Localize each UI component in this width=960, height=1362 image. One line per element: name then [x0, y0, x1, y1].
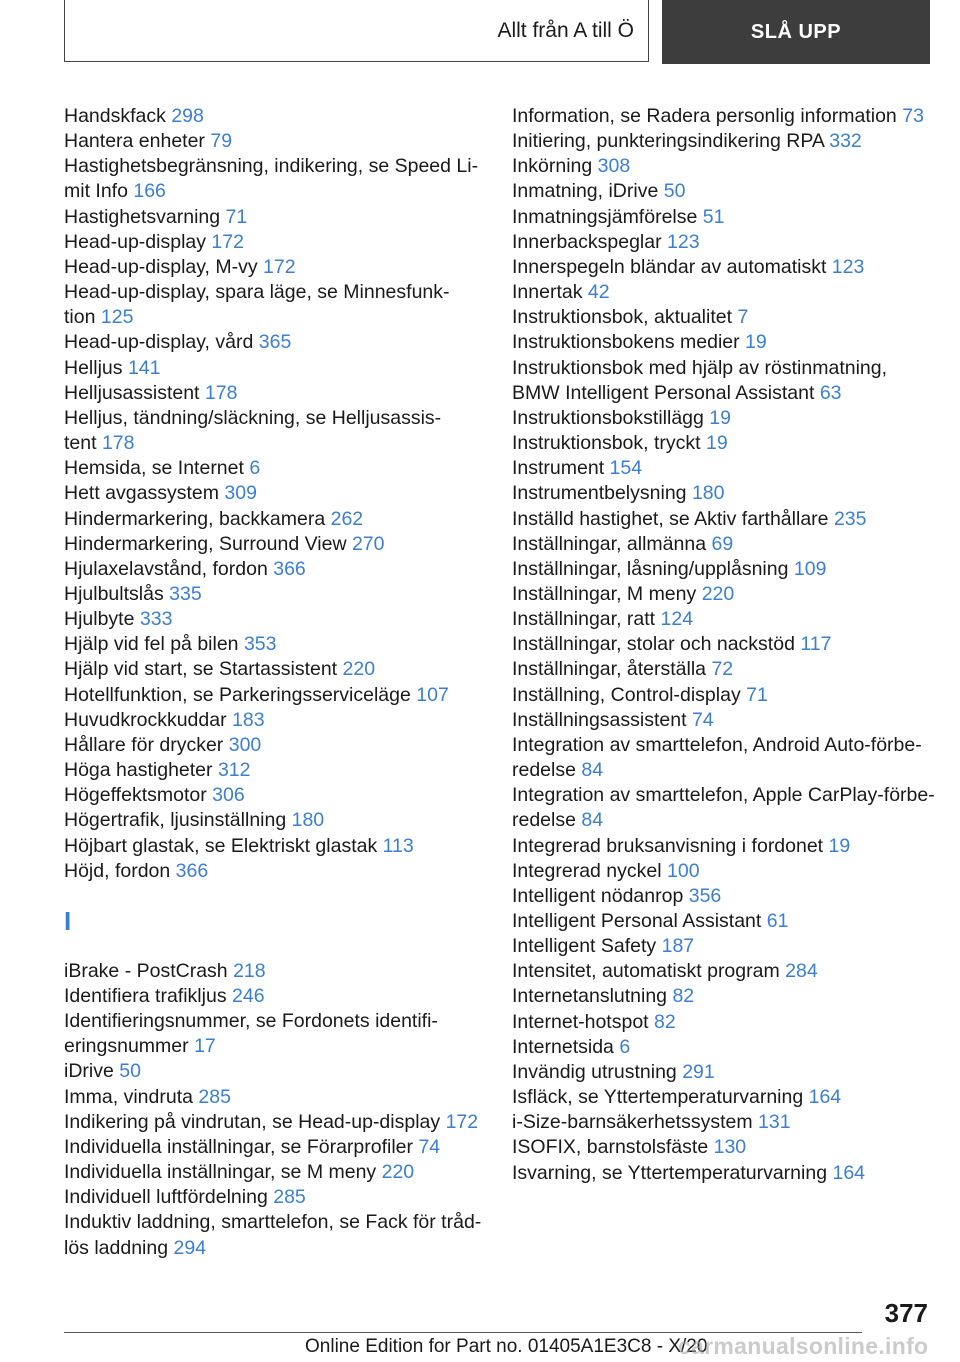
entry-term: Inställningar, återställa — [512, 658, 707, 681]
index-entry — [512, 431, 932, 456]
page-link[interactable]: 19 — [709, 406, 731, 429]
entry-term: Hastighetsvarning — [64, 205, 221, 228]
index-entry — [512, 406, 932, 431]
entry-term: Inkörning — [512, 155, 593, 178]
page-link[interactable]: 84 — [581, 809, 604, 832]
page-link[interactable]: 187 — [661, 935, 695, 958]
page-link[interactable]: 17 — [194, 1035, 216, 1058]
index-entry — [64, 758, 484, 783]
entry-term: Hantera enheter — [64, 130, 205, 153]
page-link[interactable]: 366 — [175, 859, 209, 882]
page-link[interactable]: 50 — [663, 180, 686, 203]
index-entry — [64, 632, 484, 657]
index-column-left — [64, 104, 484, 1261]
page-link[interactable]: 6 — [249, 457, 261, 480]
page-number: 377 — [884, 1298, 928, 1328]
entry-term-cont: tent — [64, 432, 97, 455]
entry-term: Integrerad bruksanvisning i fordonet — [512, 834, 824, 857]
index-entry — [64, 507, 484, 532]
index-entry — [64, 230, 484, 255]
entry-term: Hållare för drycker — [64, 733, 224, 756]
index-entry — [64, 582, 484, 607]
index-entry — [64, 255, 484, 280]
index-entry — [64, 783, 484, 808]
entry-term: Höga hastigheter — [64, 759, 213, 782]
page-link[interactable]: 246 — [232, 985, 265, 1007]
page-link[interactable]: 82 — [672, 985, 695, 1008]
entry-continuation — [64, 305, 484, 330]
page-link[interactable]: 285 — [273, 1186, 306, 1209]
entry-term: Isvarning, se Yttertemperaturvarning — [512, 1161, 828, 1184]
page-link[interactable]: 183 — [232, 708, 265, 731]
index-entry — [512, 733, 932, 783]
entry-term: Isfläck, se Yttertemperaturvarning — [512, 1086, 804, 1109]
entry-term: Identifiera trafikljus — [64, 985, 227, 1007]
entry-term: Inställningar, låsning/upplåsning — [512, 557, 789, 580]
page-link[interactable]: 172 — [263, 255, 296, 278]
entry-term: Initiering, punkteringsindikering RPA — [512, 130, 824, 153]
entry-continuation — [512, 758, 932, 783]
index-entry — [64, 1110, 484, 1135]
page-link[interactable]: 141 — [127, 356, 161, 379]
page-link[interactable]: 123 — [831, 255, 865, 278]
page-link[interactable]: 333 — [139, 608, 173, 631]
entry-term: Instruktionsbok, aktualitet — [512, 306, 733, 329]
index-entry — [64, 683, 484, 708]
page-link[interactable]: 285 — [198, 1085, 231, 1108]
page-link[interactable]: 63 — [819, 381, 842, 404]
index-entry — [512, 557, 932, 582]
entry-term: Hotellfunktion, se Parkeringsserviceläge — [64, 683, 411, 706]
index-list-right — [512, 104, 935, 1186]
index-entry — [512, 507, 932, 532]
entry-term: Helljus — [64, 356, 123, 379]
page-link[interactable]: 178 — [101, 432, 135, 455]
index-entry — [64, 1085, 484, 1110]
index-entry — [64, 205, 484, 230]
index-entry — [64, 1210, 484, 1260]
entry-continuation — [64, 1236, 484, 1261]
entry-term: Innerspegeln bländar av automatiskt — [512, 255, 827, 278]
entry-term-cont: BMW Intelligent Personal Assistant — [512, 381, 815, 404]
index-entry — [512, 959, 932, 984]
entry-term: Hjälp vid fel på bilen — [64, 633, 239, 656]
page-link[interactable]: 131 — [758, 1111, 791, 1134]
page-link[interactable]: 73 — [902, 105, 924, 127]
page-link[interactable]: 50 — [119, 1060, 141, 1083]
index-entry — [512, 255, 932, 280]
entry-term: Integrerad nyckel — [512, 859, 662, 882]
index-list-i — [64, 959, 484, 1261]
index-entry — [512, 104, 932, 129]
entry-term: Individuell luftfördelning — [64, 1186, 268, 1209]
entry-term: Instrument — [512, 457, 605, 480]
entry-term: Integration av smarttelefon, Android Auto-förbe- — [512, 733, 922, 756]
entry-continuation — [64, 1034, 484, 1059]
index-list-h — [64, 104, 484, 884]
page-link[interactable]: 164 — [832, 1161, 866, 1184]
page-link[interactable]: 365 — [258, 331, 292, 354]
entry-term: Head-up-display, spara läge, se Minnesfunk- — [64, 281, 450, 304]
index-entry — [512, 582, 932, 607]
page-link[interactable]: 71 — [746, 683, 768, 706]
page-link[interactable]: 100 — [667, 859, 700, 882]
index-entry — [64, 657, 484, 682]
page-link[interactable]: 51 — [702, 205, 725, 228]
page-link[interactable]: 79 — [210, 130, 233, 153]
index-entry — [512, 783, 935, 833]
index-entry — [512, 657, 932, 682]
entry-term: Intelligent nödanrop — [512, 884, 684, 907]
entry-term: Inmatningsjämförelse — [512, 205, 698, 228]
page-link[interactable]: 366 — [273, 557, 306, 580]
entry-term: iBrake - PostCrash — [64, 959, 228, 982]
entry-term: Intelligent Personal Assistant — [512, 910, 762, 932]
entry-term: Internetanslutning — [512, 985, 668, 1008]
page-link[interactable]: 312 — [217, 759, 251, 782]
index-entry — [512, 632, 932, 657]
entry-term: Hjulaxelavstånd, fordon — [64, 557, 268, 580]
entry-term: Intelligent Safety — [512, 935, 657, 958]
index-entry — [512, 129, 932, 154]
entry-term: ISOFIX, barnstolsfäste — [512, 1136, 709, 1159]
index-entry — [512, 607, 932, 632]
page-link[interactable]: 172 — [445, 1110, 479, 1133]
index-entry — [64, 381, 484, 406]
page-link[interactable]: 235 — [833, 507, 867, 530]
page-link[interactable]: 72 — [711, 658, 734, 681]
index-entry — [64, 481, 484, 506]
page-link[interactable]: 298 — [171, 105, 204, 127]
entry-term: Instruktionsbok med hjälp av röstinmatning, — [512, 356, 888, 379]
page-link[interactable]: 284 — [785, 960, 818, 983]
watermark-logo: carmanualsonline.info — [678, 1333, 929, 1359]
entry-term: Individuella inställningar, se Förarprofiler — [64, 1135, 414, 1158]
page-link[interactable]: 306 — [212, 784, 245, 807]
index-entry — [64, 104, 484, 129]
index-entry — [512, 909, 932, 934]
entry-term: Inställning, Control-display — [512, 683, 741, 706]
entry-term: Hindermarkering, Surround View — [64, 532, 347, 555]
index-entry — [64, 984, 484, 1009]
entry-term: Head-up-display — [64, 230, 206, 253]
page-link[interactable]: 353 — [243, 633, 277, 656]
page-link[interactable]: 7 — [737, 306, 749, 329]
page-link[interactable]: 123 — [667, 230, 700, 253]
page-link[interactable]: 294 — [173, 1236, 207, 1259]
page-link[interactable]: 74 — [418, 1135, 441, 1158]
entry-continuation — [64, 431, 484, 456]
entry-term: iDrive — [64, 1060, 114, 1083]
entry-term: Instruktionsbokstillägg — [512, 406, 704, 429]
index-entry — [512, 305, 932, 330]
entry-term-cont: mit Info — [64, 180, 128, 203]
entry-term: Head-up-display, M-vy — [64, 255, 258, 278]
page-header — [64, 0, 928, 64]
index-entry — [512, 330, 932, 355]
page-link[interactable]: 332 — [829, 130, 862, 153]
index-entry — [512, 708, 932, 733]
entry-term: Indikering på vindrutan, se Head-up-display — [64, 1110, 441, 1133]
index-entry — [512, 1085, 932, 1110]
page-link[interactable]: 117 — [800, 633, 832, 656]
page-link[interactable]: 82 — [654, 1010, 676, 1033]
page-link[interactable]: 356 — [688, 884, 722, 907]
page-link[interactable]: 19 — [828, 834, 851, 857]
page-link[interactable]: 154 — [609, 457, 643, 480]
page-link[interactable]: 180 — [691, 482, 725, 505]
index-entry — [64, 1059, 484, 1084]
page-link[interactable]: 300 — [228, 733, 262, 756]
index-entry — [64, 1160, 484, 1185]
entry-term: Identifieringsnummer, se Fordonets identifi- — [64, 1010, 438, 1033]
page-link[interactable]: 180 — [291, 809, 325, 832]
page-link[interactable]: 309 — [224, 482, 257, 505]
index-entry — [512, 1135, 932, 1160]
page-link[interactable]: 6 — [619, 1035, 631, 1058]
entry-term: Hett avgassystem — [64, 482, 219, 505]
index-entry — [512, 1035, 932, 1060]
index-entry — [512, 532, 932, 557]
entry-term: Hjulbyte — [64, 608, 135, 631]
index-entry — [512, 481, 932, 506]
entry-term: Induktiv laddning, smarttelefon, se Fack för tråd- — [64, 1211, 482, 1234]
entry-term: Helljus, tändning/släckning, se Helljusassis- — [64, 406, 442, 429]
index-entry — [512, 356, 932, 406]
index-entry — [64, 859, 484, 884]
page-link[interactable]: 19 — [745, 331, 767, 354]
entry-term: Invändig utrustning — [512, 1060, 677, 1083]
index-entry — [64, 406, 484, 456]
page-link[interactable]: 178 — [204, 381, 238, 404]
index-entry — [512, 1060, 932, 1085]
page-link[interactable]: 172 — [211, 230, 244, 253]
entry-term-cont: eringsnummer — [64, 1035, 189, 1058]
entry-term: Högeffektsmotor — [64, 784, 207, 807]
entry-term: Instruktionsbok, tryckt — [512, 432, 701, 455]
entry-term: Huvudkrockkuddar — [64, 708, 227, 731]
entry-term: Intensitet, automatiskt program — [512, 960, 780, 983]
entry-term-cont: redelse — [512, 809, 576, 832]
page-link[interactable]: 71 — [225, 205, 248, 228]
section-title: Allt från A till Ö — [64, 0, 649, 62]
entry-continuation — [512, 381, 932, 406]
entry-term: Information, se Radera personlig information — [512, 105, 897, 127]
index-entry — [512, 934, 932, 959]
page-link[interactable]: 130 — [713, 1136, 747, 1159]
page-link[interactable]: 164 — [808, 1086, 842, 1109]
index-entry — [512, 1110, 932, 1135]
page-link[interactable]: 166 — [133, 180, 166, 203]
index-entry — [512, 205, 932, 230]
index-entry — [64, 1135, 484, 1160]
page-link[interactable]: 19 — [706, 432, 728, 455]
index-column-right — [512, 104, 935, 1186]
index-entry — [64, 808, 484, 833]
entry-term: i-Size-barnsäkerhetssystem — [512, 1111, 753, 1134]
page-link[interactable]: 109 — [793, 557, 827, 580]
entry-term: Höjbart glastak, se Elektriskt glastak — [64, 834, 378, 857]
entry-term: Högertrafik, ljusinställning — [64, 809, 287, 832]
entry-continuation — [512, 808, 932, 833]
entry-term: Head-up-display, vård — [64, 331, 254, 354]
index-entry — [64, 834, 484, 859]
page-link[interactable]: 291 — [682, 1060, 715, 1083]
index-entry — [64, 959, 484, 984]
entry-term: Hastighetsbegränsning, indikering, se Speed Li- — [64, 155, 479, 178]
entry-term: Hindermarkering, backkamera — [64, 507, 326, 530]
index-entry — [512, 456, 932, 481]
entry-term: Inställningar, stolar och nackstöd — [512, 633, 795, 656]
index-entry — [512, 154, 932, 179]
index-entry — [64, 557, 484, 582]
page-link[interactable]: 270 — [351, 532, 385, 555]
page-link[interactable]: 107 — [416, 683, 449, 706]
page-link[interactable]: 220 — [342, 658, 376, 681]
index-entry — [64, 154, 484, 204]
entry-term: Hjulbultslås — [64, 582, 164, 605]
page-link[interactable]: 74 — [691, 708, 714, 731]
page-link[interactable]: 220 — [381, 1161, 415, 1184]
section-letter: I — [64, 905, 72, 936]
index-entry — [64, 1009, 484, 1059]
entry-term: Imma, vindruta — [64, 1085, 193, 1108]
entry-term: Instrumentbelysning — [512, 482, 687, 505]
page-link[interactable]: 335 — [169, 582, 202, 605]
page-link[interactable]: 262 — [330, 507, 364, 530]
entry-term: Innertak — [512, 281, 583, 304]
page-link[interactable]: 69 — [711, 532, 734, 555]
entry-term: Helljusassistent — [64, 381, 200, 404]
entry-continuation — [64, 179, 484, 204]
index-entry — [64, 733, 484, 758]
entry-term: Inmatning, iDrive — [512, 180, 659, 203]
index-entry — [512, 834, 932, 859]
entry-term-cont: redelse — [512, 759, 576, 782]
index-entry — [64, 356, 484, 381]
entry-term: Internetsida — [512, 1035, 614, 1058]
entry-term-cont: tion — [64, 306, 96, 329]
entry-term: Instruktionsbokens medier — [512, 331, 740, 354]
index-entry — [64, 129, 484, 154]
index-entry — [64, 280, 484, 330]
index-entry — [64, 1185, 484, 1210]
entry-term: Inställningar, M meny — [512, 582, 697, 605]
lookup-tab[interactable]: SLÅ UPP — [662, 0, 930, 64]
index-entry — [64, 330, 484, 355]
entry-term: Internet-hotspot — [512, 1010, 649, 1033]
index-entry — [512, 859, 932, 884]
page-link[interactable]: 218 — [233, 959, 266, 982]
index-entry — [512, 1010, 932, 1035]
page-link[interactable]: 308 — [597, 155, 631, 178]
entry-term: Individuella inställningar, se M meny — [64, 1161, 377, 1184]
index-entry — [64, 607, 484, 632]
entry-term: Handskfack — [64, 105, 166, 127]
page-link[interactable]: 42 — [587, 281, 610, 304]
index-entry — [512, 884, 932, 909]
entry-term-cont: lös laddning — [64, 1236, 169, 1259]
page-link[interactable]: 125 — [100, 306, 134, 329]
page-link[interactable]: 84 — [581, 759, 604, 782]
entry-term: Hjälp vid start, se Startassistent — [64, 658, 338, 681]
index-entry — [512, 1161, 932, 1186]
page-link[interactable]: 61 — [766, 910, 789, 932]
entry-term: Integration av smarttelefon, Apple CarPlay-förbe- — [512, 784, 935, 807]
entry-term: Inställd hastighet, se Aktiv farthållare — [512, 507, 829, 530]
index-entry — [512, 984, 932, 1009]
index-entry — [64, 456, 484, 481]
entry-term: Inställningar, ratt — [512, 608, 656, 631]
page-link[interactable]: 124 — [660, 608, 694, 631]
entry-term: Inställningar, allmänna — [512, 532, 707, 555]
page-link[interactable]: 113 — [382, 834, 414, 857]
entry-term: Innerbackspeglar — [512, 230, 662, 253]
edition-text: Online Edition for Part no. 01405A1E3C8 - X/20 — [305, 1336, 708, 1357]
index-entry — [64, 708, 484, 733]
entry-term: Höjd, fordon — [64, 859, 171, 882]
entry-term: Inställningsassistent — [512, 708, 687, 731]
entry-term: Hemsida, se Internet — [64, 457, 244, 480]
index-entry — [512, 280, 932, 305]
index-entry — [512, 179, 932, 204]
index-entry — [512, 230, 932, 255]
page-link[interactable]: 220 — [701, 582, 735, 605]
index-entry — [512, 683, 932, 708]
index-entry — [64, 532, 484, 557]
